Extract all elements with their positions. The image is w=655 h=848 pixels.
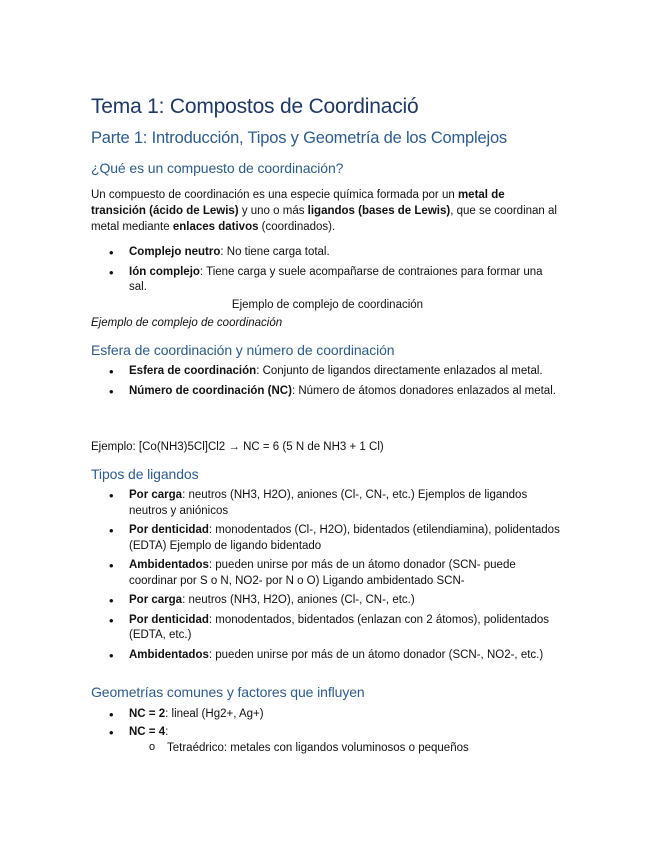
document-title: Tema 1: Compostos de Coordinació xyxy=(91,95,419,118)
geometries-sublist xyxy=(129,740,561,756)
list-item: • Ambidentados: pueden unirse por más de un átomo donador (SCN-, NO2-, etc.) xyxy=(91,648,561,664)
section-heading-coordination-sphere: Esfera de coordinación y número de coordinación xyxy=(91,342,395,358)
list-item: • Por denticidad: monodentados (Cl-, H2O), bidentados (etilendiamina), polidentados (EDTA) Ejemplo de ligando bidentado xyxy=(91,523,561,554)
list-item: • Ión complejo: Tiene carga y suele acompañarse de contraiones para formar una sal. xyxy=(91,265,561,296)
sub-list-item: o Tetraédrico: metales con ligandos voluminosos o pequeños xyxy=(129,740,561,756)
part-title: Parte 1: Introducción, Tipos y Geometría de los Complejos xyxy=(91,129,507,147)
list-item: • Complejo neutro: No tiene carga total. xyxy=(91,245,561,261)
list-item: • Por carga: neutros (NH3, H2O), aniones (Cl-, CN-, etc.) xyxy=(91,593,561,609)
section-heading-ligand-types: Tipos de ligandos xyxy=(91,466,199,482)
coordination-example: Ejemplo: [Co(NH3)5Cl]Cl2 → NC = 6 (5 N de NH3 + 1 Cl) xyxy=(91,441,384,453)
list-item: • Número de coordinación (NC): Número de átomos donadores enlazados al metal. xyxy=(91,384,561,400)
figure-caption: Ejemplo de complejo de coordinación xyxy=(231,299,424,311)
coordination-terms-list xyxy=(91,364,561,403)
ligand-types-list xyxy=(91,488,561,667)
list-item: • Esfera de coordinación: Conjunto de ligandos directamente enlazados al metal. xyxy=(91,364,561,380)
list-item: • NC = 4: o Tetraédrico: metales con ligandos voluminosos o pequeños xyxy=(91,725,561,757)
list-item: • Por denticidad: monodentados, bidentados (enlazan con 2 átomos), polidentados (EDTA, etc.) xyxy=(91,613,561,644)
list-item: • NC = 2: lineal (Hg2+, Ag+) xyxy=(91,707,561,723)
figure-caption-italic: Ejemplo de complejo de coordinación xyxy=(91,317,283,329)
section-heading-what-is: ¿Qué es un compuesto de coordinación? xyxy=(91,160,344,176)
list-item: • Ambidentados: pueden unirse por más de un átomo donador (SCN- puede coordinar por S o N, NO2- por N o O) Ligando ambidentado SCN- xyxy=(91,558,561,589)
complex-types-list xyxy=(91,245,561,300)
list-item: • Por carga: neutros (NH3, H2O), aniones (Cl-, CN-, etc.) Ejemplos de ligandos neutros y aniónicos xyxy=(91,488,561,519)
geometries-list xyxy=(91,707,561,760)
intro-paragraph: Un compuesto de coordinación es una especie química formada por un metal de transición (ácido de Lewis) y uno o más ligandos (bases de Lewis), que se coordinan al metal mediante enlaces dativos (coordinados). xyxy=(91,189,557,233)
section-heading-geometries: Geometrías comunes y factores que influyen xyxy=(91,684,365,700)
